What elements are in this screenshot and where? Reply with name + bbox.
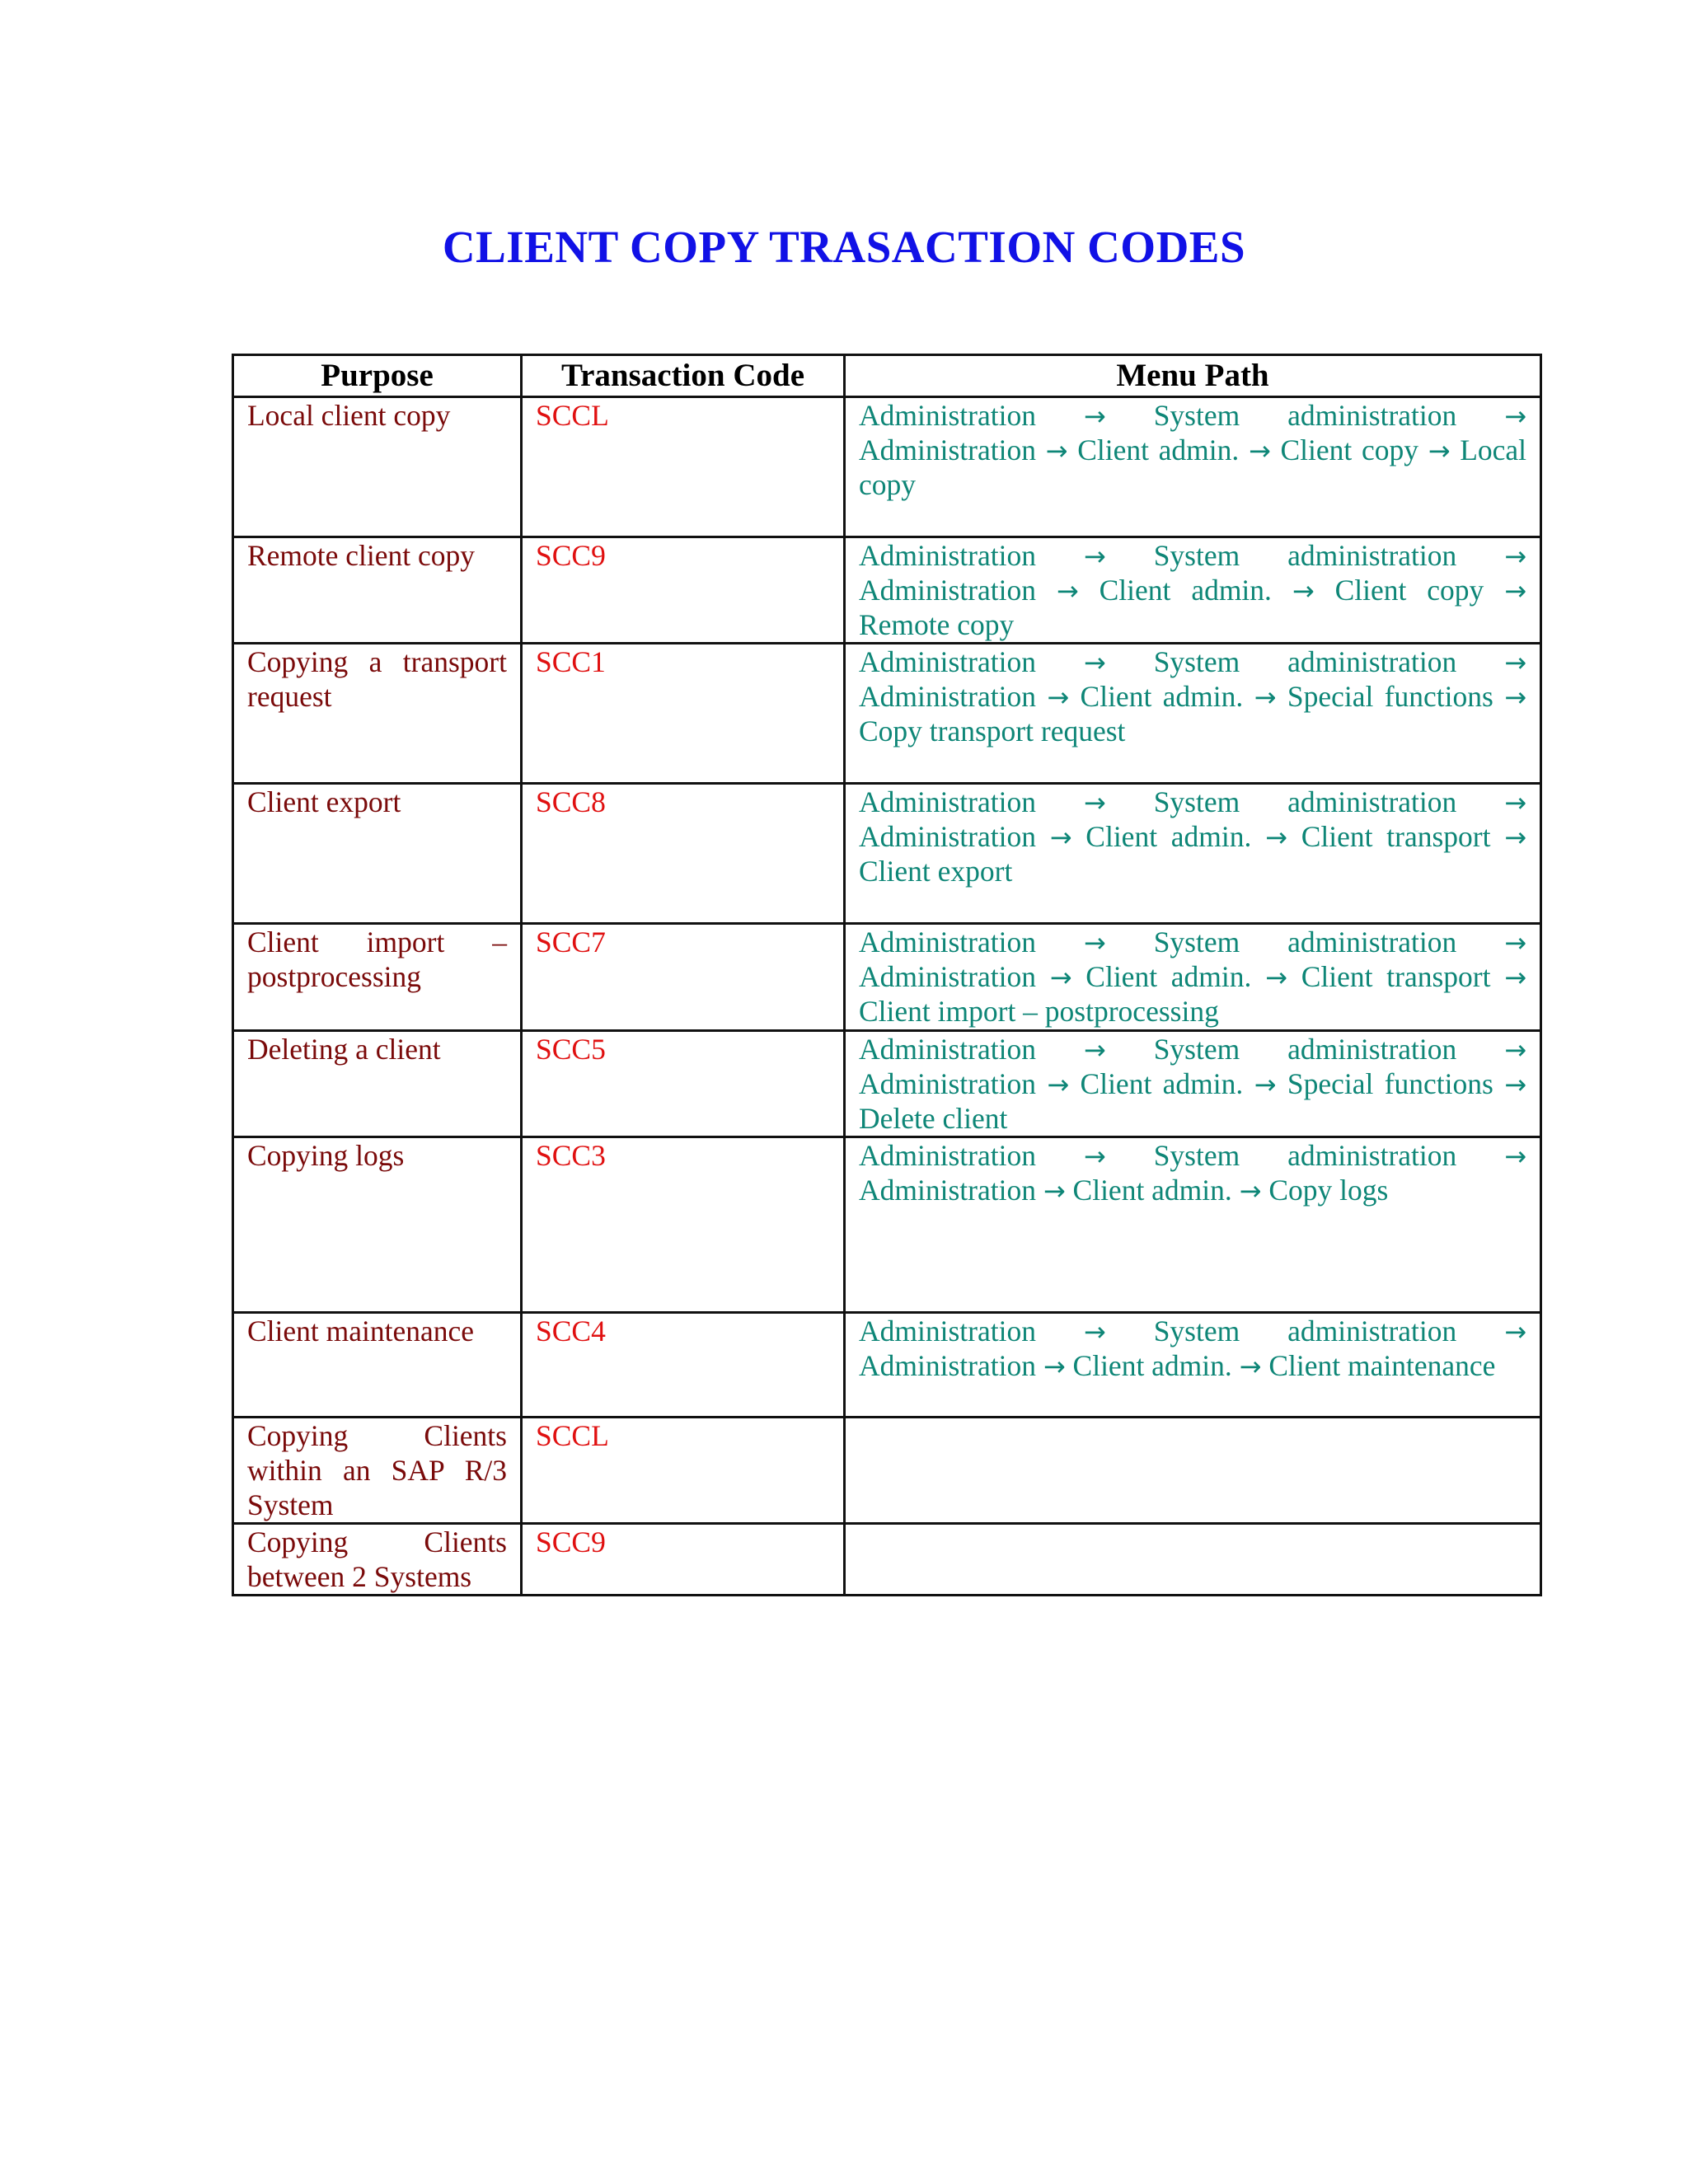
menu-path-cell xyxy=(845,1418,1541,1524)
menu-path-step: System administration xyxy=(1153,926,1457,958)
arrow-right-icon: → xyxy=(1248,435,1271,466)
menu-path-step: Administration xyxy=(859,1315,1036,1347)
arrow-right-icon: → xyxy=(1504,822,1527,853)
arrow-right-icon: → xyxy=(1043,1175,1066,1207)
transaction-code-cell: SCC9 xyxy=(522,1524,845,1596)
purpose-cell: Client import – postprocessing xyxy=(233,924,522,1031)
table-row xyxy=(233,784,1541,924)
purpose-cell: Local client copy xyxy=(233,397,522,537)
table-row xyxy=(233,1418,1541,1524)
menu-path-step: Administration xyxy=(859,680,1036,713)
menu-path-step: Client admin. xyxy=(1072,1174,1232,1207)
page-title: CLIENT COPY TRASACTION CODES xyxy=(442,222,1246,272)
menu-path-step: Administration xyxy=(859,1033,1036,1066)
arrow-right-icon: → xyxy=(1504,1069,1527,1100)
menu-path-step: Client transport xyxy=(1301,820,1491,853)
menu-path-step: Client admin. xyxy=(1085,820,1252,853)
table-row xyxy=(233,1524,1541,1596)
menu-path-step: Client admin. xyxy=(1077,434,1240,466)
column-header-menu-path: Menu Path xyxy=(845,355,1541,397)
arrow-right-icon: → xyxy=(1254,682,1277,713)
menu-path-step: Special functions xyxy=(1287,680,1493,713)
menu-path-step: Administration xyxy=(859,1349,1036,1382)
arrow-right-icon: → xyxy=(1049,822,1072,853)
menu-path-cell xyxy=(845,1313,1541,1418)
arrow-right-icon: → xyxy=(1504,541,1527,572)
arrow-right-icon: → xyxy=(1504,787,1527,818)
purpose-cell: Copying a transport request xyxy=(233,644,522,784)
purpose-cell: Client export xyxy=(233,784,522,924)
purpose-cell: Client maintenance xyxy=(233,1313,522,1418)
menu-path-step: Administration xyxy=(859,1174,1036,1207)
menu-path-step: Client export xyxy=(859,855,1013,888)
table-row xyxy=(233,924,1541,1031)
menu-path-step: Client admin. xyxy=(1080,680,1244,713)
table-row xyxy=(233,537,1541,644)
purpose-cell: Deleting a client xyxy=(233,1031,522,1137)
purpose-cell: Copying Clients between 2 Systems xyxy=(233,1524,522,1596)
arrow-right-icon: → xyxy=(1504,401,1527,432)
table-row xyxy=(233,1137,1541,1313)
arrow-right-icon: → xyxy=(1504,575,1527,607)
menu-path-step: Administration xyxy=(859,399,1036,432)
menu-path-cell xyxy=(845,397,1541,537)
menu-path-cell xyxy=(845,1031,1541,1137)
transaction-codes-table xyxy=(232,354,1542,1596)
menu-path-step: System administration xyxy=(1153,399,1457,432)
column-header-purpose: Purpose xyxy=(233,355,522,397)
menu-path-step: Copy transport request xyxy=(859,715,1126,748)
menu-path-cell xyxy=(845,784,1541,924)
menu-path-step: Administration xyxy=(859,960,1036,993)
arrow-right-icon: → xyxy=(1083,647,1106,678)
transaction-code-cell: SCC9 xyxy=(522,537,845,644)
arrow-right-icon: → xyxy=(1504,1316,1527,1347)
arrow-right-icon: → xyxy=(1049,962,1072,993)
arrow-right-icon: → xyxy=(1056,575,1079,607)
transaction-code-cell: SCC5 xyxy=(522,1031,845,1137)
menu-path-step: Client admin. xyxy=(1080,1067,1244,1100)
arrow-right-icon: → xyxy=(1045,435,1068,466)
menu-path-step: Administration xyxy=(859,645,1036,678)
menu-path-step: Client admin. xyxy=(1099,574,1272,607)
arrow-right-icon: → xyxy=(1239,1175,1262,1207)
menu-path-step: Administration xyxy=(859,785,1036,818)
arrow-right-icon: → xyxy=(1428,435,1451,466)
arrow-right-icon: → xyxy=(1083,927,1106,958)
table-row xyxy=(233,644,1541,784)
menu-path-step: Client copy xyxy=(1280,434,1418,466)
menu-path-cell xyxy=(845,537,1541,644)
arrow-right-icon: → xyxy=(1083,1034,1106,1066)
arrow-right-icon: → xyxy=(1239,1351,1262,1382)
arrow-right-icon: → xyxy=(1265,822,1287,853)
menu-path-step: Client import – postprocessing xyxy=(859,995,1219,1028)
table-header-row xyxy=(233,355,1541,397)
arrow-right-icon: → xyxy=(1083,541,1106,572)
arrow-right-icon: → xyxy=(1504,647,1527,678)
arrow-right-icon: → xyxy=(1083,401,1106,432)
transaction-code-cell: SCC1 xyxy=(522,644,845,784)
arrow-right-icon: → xyxy=(1504,927,1527,958)
menu-path-step: System administration xyxy=(1153,1033,1457,1066)
arrow-right-icon: → xyxy=(1083,1316,1106,1347)
menu-path-cell xyxy=(845,924,1541,1031)
arrow-right-icon: → xyxy=(1043,1351,1066,1382)
table-row xyxy=(233,1031,1541,1137)
menu-path-step: Client copy xyxy=(1334,574,1484,607)
purpose-cell: Copying logs xyxy=(233,1137,522,1313)
transaction-code-cell: SCC4 xyxy=(522,1313,845,1418)
menu-path-step: Administration xyxy=(859,1067,1036,1100)
menu-path-step: Client transport xyxy=(1301,960,1491,993)
menu-path-step: Special functions xyxy=(1287,1067,1493,1100)
column-header-transaction-code: Transaction Code xyxy=(522,355,845,397)
menu-path-step: Administration xyxy=(859,539,1036,572)
arrow-right-icon: → xyxy=(1254,1069,1277,1100)
menu-path-step: Client admin. xyxy=(1085,960,1252,993)
arrow-right-icon: → xyxy=(1504,1034,1527,1066)
menu-path-step: Administration xyxy=(859,1139,1036,1172)
table-row xyxy=(233,1313,1541,1418)
table-row xyxy=(233,397,1541,537)
transaction-code-cell: SCCL xyxy=(522,397,845,537)
purpose-cell: Remote client copy xyxy=(233,537,522,644)
arrow-right-icon: → xyxy=(1292,575,1315,607)
transaction-code-cell: SCC3 xyxy=(522,1137,845,1313)
arrow-right-icon: → xyxy=(1083,1141,1106,1172)
menu-path-step: Client maintenance xyxy=(1268,1349,1496,1382)
menu-path-step: Administration xyxy=(859,434,1036,466)
menu-path-step: Administration xyxy=(859,926,1036,958)
transaction-code-cell: SCCL xyxy=(522,1418,845,1524)
menu-path-step: System administration xyxy=(1153,645,1457,678)
menu-path-step: System administration xyxy=(1153,1139,1457,1172)
purpose-cell: Copying Clients within an SAP R/3 System xyxy=(233,1418,522,1524)
menu-path-cell xyxy=(845,1137,1541,1313)
menu-path-step: Copy logs xyxy=(1268,1174,1389,1207)
menu-path-cell xyxy=(845,644,1541,784)
arrow-right-icon: → xyxy=(1504,682,1527,713)
menu-path-step: System administration xyxy=(1153,785,1457,818)
menu-path-step: Administration xyxy=(859,820,1036,853)
menu-path-step: Remote copy xyxy=(859,608,1015,641)
arrow-right-icon: → xyxy=(1047,1069,1070,1100)
menu-path-step: System administration xyxy=(1153,539,1457,572)
menu-path-cell xyxy=(845,1524,1541,1596)
arrow-right-icon: → xyxy=(1047,682,1070,713)
menu-path-step: System administration xyxy=(1153,1315,1457,1347)
arrow-right-icon: → xyxy=(1504,962,1527,993)
transaction-code-cell: SCC7 xyxy=(522,924,845,1031)
arrow-right-icon: → xyxy=(1265,962,1287,993)
arrow-right-icon: → xyxy=(1504,1141,1527,1172)
arrow-right-icon: → xyxy=(1083,787,1106,818)
transaction-code-cell: SCC8 xyxy=(522,784,845,924)
menu-path-step: Delete client xyxy=(859,1102,1008,1135)
menu-path-step: Local copy xyxy=(859,434,1527,501)
menu-path-step: Administration xyxy=(859,574,1036,607)
menu-path-step: Client admin. xyxy=(1072,1349,1232,1382)
